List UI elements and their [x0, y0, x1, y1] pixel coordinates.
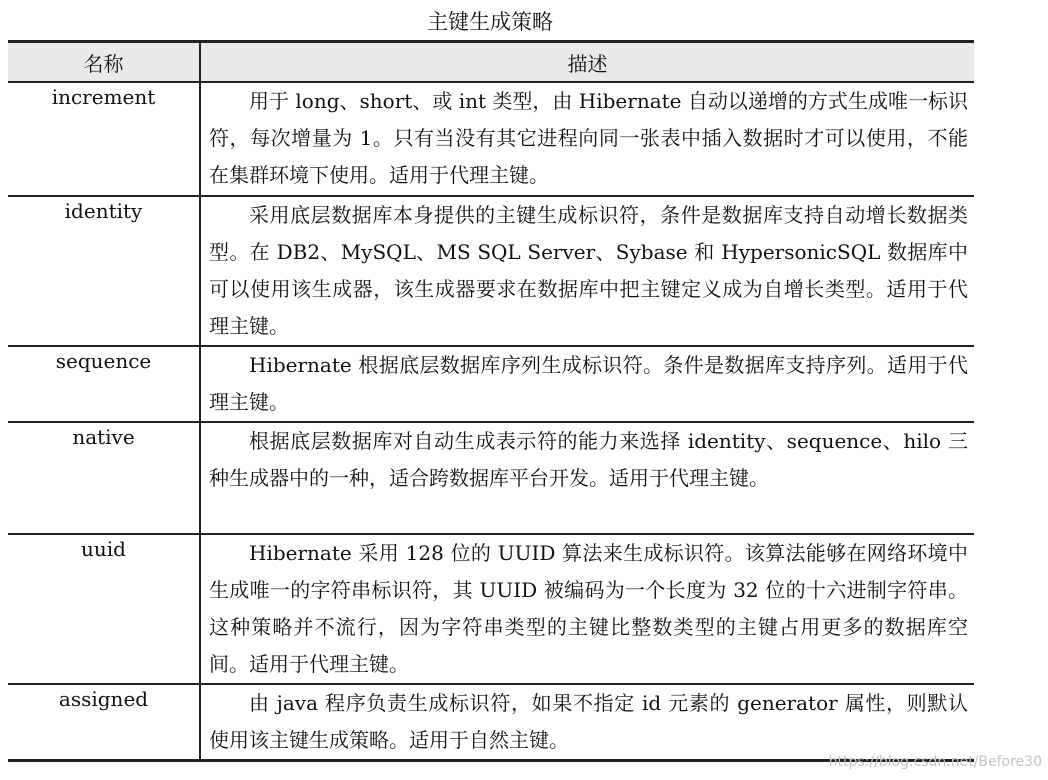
table-row — [8, 196, 974, 346]
table-row — [8, 534, 974, 684]
strategy-description-cell: 由 java 程序负责生成标识符，如果不指定 id 元素的 generator 属性，则默认使用该主键生成策略。适用于自然主键。 — [200, 684, 974, 761]
watermark-text: https://blog.csdn.net/Before30 — [828, 754, 1042, 770]
strategy-name-cell: increment — [8, 82, 200, 196]
table-row — [8, 82, 974, 196]
table-row — [8, 684, 974, 761]
primary-key-strategy-table — [8, 40, 974, 762]
strategy-name-cell: native — [8, 422, 200, 534]
column-header-description: 描述 — [200, 42, 974, 83]
strategy-description-cell: 根据底层数据库对自动生成表示符的能力来选择 identity、sequence、hilo 三种生成器中的一种，适合跨数据库平台开发。适用于代理主键。 — [200, 422, 974, 534]
strategy-description-cell: 采用底层数据库本身提供的主键生成标识符，条件是数据库支持自动增长数据类型。在 DB2、MySQL、MS SQL Server、Sybase 和 HypersonicSQL 数据库中可以使用该生成器，该生成器要求在数据库中把主键定义成为自增长类型。适用于代理主键。 — [200, 196, 974, 346]
table-row — [8, 422, 974, 534]
column-header-name: 名称 — [8, 42, 200, 83]
table-row — [8, 346, 974, 422]
table-caption: 主键生成策略 — [427, 10, 553, 34]
strategy-name-cell: uuid — [8, 534, 200, 684]
strategy-description-cell: Hibernate 采用 128 位的 UUID 算法来生成标识符。该算法能够在网络环境中生成唯一的字符串标识符，其 UUID 被编码为一个长度为 32 位的十六进制字符串。这种策略并不流行，因为字符串类型的主键比整数类型的主键占用更多的数据库空间。适用于代理主键。 — [200, 534, 974, 684]
strategy-description-cell: Hibernate 根据底层数据库序列生成标识符。条件是数据库支持序列。适用于代理主键。 — [200, 346, 974, 422]
strategy-name-cell: identity — [8, 196, 200, 346]
strategy-name-cell: assigned — [8, 684, 200, 761]
strategy-name-cell: sequence — [8, 346, 200, 422]
table-header-row — [8, 42, 974, 83]
strategy-description-cell: 用于 long、short、或 int 类型，由 Hibernate 自动以递增的方式生成唯一标识符，每次增量为 1。只有当没有其它进程向同一张表中插入数据时才可以使用，不能在集群环境下使用。适用于代理主键。 — [200, 82, 974, 196]
